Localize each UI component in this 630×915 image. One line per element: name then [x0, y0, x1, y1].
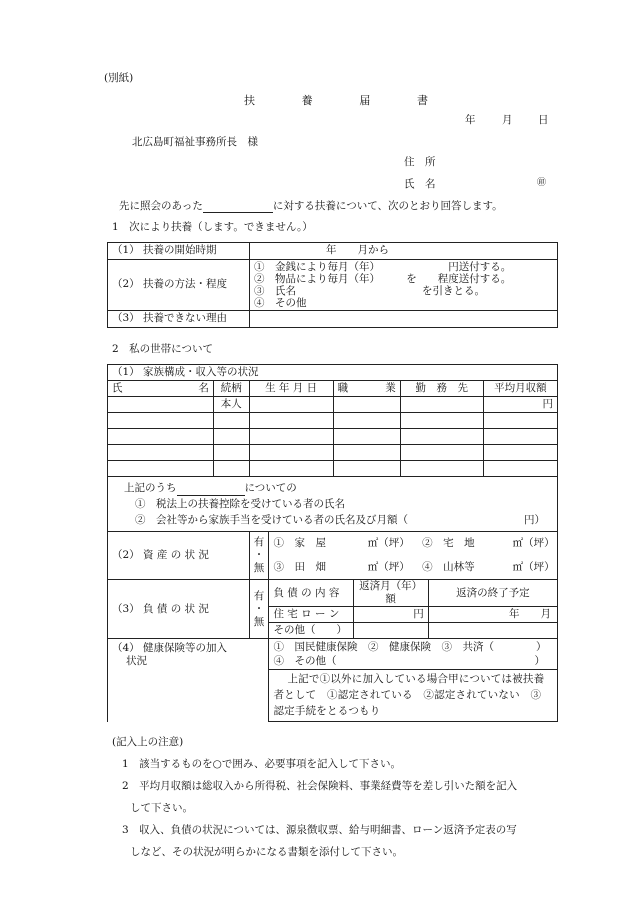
insurance-note	[269, 670, 558, 722]
occupation-cell[interactable]	[333, 397, 400, 413]
summary-item2-end: 円）	[524, 514, 545, 526]
occupation-cell[interactable]	[333, 429, 400, 445]
insurance-line1[interactable]: ① 国民健康保険 ② 健康保険 ③ 共済（ ）	[273, 641, 547, 654]
no-option[interactable]: 無	[253, 615, 265, 628]
section1-heading: 1 次により扶養（します。できません。）	[112, 221, 313, 233]
assets-row	[108, 532, 558, 556]
asset-land[interactable]: ② 宅 地	[422, 537, 475, 550]
asset-unit: ㎡（坪）	[512, 560, 555, 573]
summary-suffix: についての	[244, 482, 297, 494]
relation-cell[interactable]	[213, 445, 249, 461]
family-summary-row	[108, 477, 558, 532]
debts-label: （3） 負 債 の 状 況	[108, 580, 250, 639]
family-summary	[108, 477, 558, 532]
note-item: 2 平均月収額は総収入から所得税、社会保険料、事業経費等を差し引いた額を記入	[122, 780, 518, 792]
insurance-options	[269, 639, 558, 670]
support-table	[107, 242, 558, 328]
household-table	[107, 364, 558, 722]
workplace-cell[interactable]	[400, 429, 483, 445]
birthdate-cell[interactable]	[249, 445, 333, 461]
col-income: 平均月収額	[483, 381, 557, 397]
note-item: 1 該当するものを○で囲み、必要事項を記入して下さい。	[122, 758, 401, 770]
date-year: 年	[465, 114, 476, 126]
insurance-row	[108, 639, 558, 670]
intro-text	[119, 200, 503, 213]
debt-end[interactable]: 年 月	[428, 607, 557, 623]
address-label: 住 所	[404, 156, 436, 168]
method-option[interactable]: ① 金銭により毎月（年） 円送付する。	[254, 261, 512, 273]
table-row	[108, 243, 558, 260]
name-cell[interactable]	[108, 461, 214, 477]
relation-cell: 本人	[213, 397, 249, 413]
insurance-line2	[273, 654, 553, 668]
table-row	[108, 413, 558, 429]
income-cell[interactable]	[483, 429, 557, 445]
summary-line	[124, 480, 553, 496]
yes-option[interactable]: 有	[253, 536, 265, 548]
insurance-note-line: 認定手続をとるつもり	[273, 705, 381, 718]
relation-cell[interactable]	[213, 429, 249, 445]
debt-header-content: 負 債 の 内 容	[269, 580, 353, 607]
summary-prefix: 上記のうち	[124, 482, 177, 494]
asset-unit: ㎡（坪）	[512, 537, 555, 550]
table-row	[108, 397, 558, 413]
title-char: 届	[359, 94, 371, 107]
assets-line2	[269, 556, 558, 580]
method-option[interactable]: ③ 氏名 を引きとる。	[254, 285, 485, 297]
no-option[interactable]: 無	[253, 562, 265, 574]
attachment-label: (別紙)	[104, 72, 134, 84]
debt-housing-loan: 住 宅 ロ ー ン	[269, 607, 353, 623]
table-row	[108, 311, 558, 328]
assets-yesno[interactable]	[249, 532, 269, 580]
start-value[interactable]: 年 月から	[250, 243, 558, 260]
yes-option[interactable]: 有	[253, 589, 265, 602]
table-row	[108, 445, 558, 461]
name-cell[interactable]	[108, 445, 214, 461]
income-cell[interactable]: 円	[483, 397, 557, 413]
addressee: 北広島町福祉事務所長 様	[132, 136, 258, 148]
assets-label: （2） 資 産 の 状 況	[108, 532, 250, 580]
notes	[112, 731, 517, 863]
seal-mark: ㊞	[537, 178, 547, 188]
col-name	[108, 381, 214, 397]
occupation-cell[interactable]	[333, 413, 400, 429]
income-cell[interactable]	[483, 445, 557, 461]
debts-row	[108, 580, 558, 607]
name-cell[interactable]	[108, 397, 214, 413]
col-occupation-1: 職	[337, 381, 349, 394]
method-options	[250, 260, 558, 311]
debt-header-amount: 返済月（年）額	[353, 580, 428, 607]
date-day: 日	[538, 114, 549, 126]
col-occupation-2: 業	[385, 381, 396, 394]
insurance-note-line: 上記で①以外に加入している場合甲については被扶養	[287, 673, 545, 686]
name-cell[interactable]	[108, 413, 214, 429]
method-option[interactable]: ④ その他	[254, 297, 307, 309]
note-item: して下さい。	[130, 802, 193, 814]
workplace-cell[interactable]	[400, 461, 483, 477]
debt-other[interactable]: その他（ ）	[269, 623, 353, 639]
note-item: 3 収入、負債の状況については、源泉徴収票、給与明細書、ローン返済予定表の写	[122, 824, 517, 836]
table-row	[108, 260, 558, 311]
col-birthdate: 生 年 月 日	[249, 381, 333, 397]
method-option[interactable]: ② 物品により毎月（年） を 程度送付する。	[254, 273, 512, 285]
note-item: しなど、その状況が明らかになる書類を添付して下さい。	[130, 846, 403, 858]
birthdate-cell[interactable]	[249, 397, 333, 413]
asset-unit: ㎡（坪）	[367, 537, 410, 550]
assets-line1	[269, 532, 558, 556]
section2-heading: 2 私の世帯について	[112, 343, 213, 355]
intro-blank[interactable]	[203, 200, 273, 213]
date-month: 月	[502, 114, 513, 126]
asset-unit: ㎡（坪）	[367, 560, 410, 573]
notes-heading: (記入上の注意)	[112, 736, 184, 748]
debt-header-end: 返済の終了予定	[428, 580, 557, 607]
page-title	[244, 94, 428, 108]
asset-field[interactable]: ③ 田 畑	[273, 560, 326, 573]
occupation-cell[interactable]	[333, 445, 400, 461]
name-label: 氏 名	[404, 178, 436, 190]
workplace-cell[interactable]	[400, 445, 483, 461]
col-relation: 続柄	[213, 381, 249, 397]
intro-before: 先に照会のあった	[119, 200, 203, 212]
income-cell[interactable]	[483, 461, 557, 477]
debts-yesno[interactable]	[249, 580, 269, 639]
col-workplace: 勤 務 先	[400, 381, 483, 397]
insurance-label-1: （4） 健康保険等の加入	[112, 642, 228, 655]
birthdate-cell[interactable]	[249, 461, 333, 477]
col-name-2: 名	[198, 381, 209, 394]
insurance-other-end: ）	[534, 655, 545, 668]
workplace-cell[interactable]	[400, 413, 483, 429]
table-row	[108, 365, 558, 381]
summary-item1: ① 税法上の扶養控除を受けている者の氏名	[135, 498, 345, 510]
birthdate-cell[interactable]	[249, 429, 333, 445]
insurance-label-2: 状況	[126, 655, 147, 668]
workplace-cell[interactable]	[400, 397, 483, 413]
insurance-note-line: 者として ①認定されている ②認定されていない ③	[273, 689, 542, 702]
debt-end[interactable]	[428, 623, 557, 639]
title-char: 養	[301, 94, 313, 107]
debt-amount[interactable]: 円	[353, 607, 428, 623]
family-heading: （1） 家族構成・収入等の状況	[108, 365, 558, 381]
col-name-1: 氏	[112, 381, 123, 394]
asset-forest[interactable]: ④ 山林等	[422, 560, 475, 573]
table-row	[108, 461, 558, 477]
start-label: （1） 扶養の開始時期	[108, 243, 250, 260]
table-row	[108, 429, 558, 445]
income-cell[interactable]	[483, 413, 557, 429]
asset-house[interactable]: ① 家 屋	[273, 537, 326, 550]
col-occupation	[333, 381, 400, 397]
summary-item2: ② 会社等から家族手当を受けている者の氏名及び月額（	[135, 514, 408, 526]
occupation-cell[interactable]	[333, 461, 400, 477]
birthdate-cell[interactable]	[249, 413, 333, 429]
insurance-label	[108, 639, 269, 722]
relation-cell[interactable]	[213, 461, 249, 477]
dot: ・	[253, 549, 265, 561]
title-char: 書	[416, 94, 428, 107]
summary-item2-line	[124, 512, 553, 528]
title-char: 扶	[244, 94, 255, 107]
reason-label: （3） 扶養できない理由	[108, 311, 250, 328]
insurance-other[interactable]: ④ その他（	[273, 655, 337, 668]
summary-blank[interactable]	[177, 483, 245, 496]
dot: ・	[253, 602, 265, 615]
method-label: （2） 扶養の方法・程度	[108, 260, 250, 311]
relation-cell[interactable]	[213, 413, 249, 429]
family-header-row	[108, 381, 558, 397]
debt-amount[interactable]	[353, 623, 428, 639]
name-cell[interactable]	[108, 429, 214, 445]
reason-value[interactable]	[250, 311, 558, 328]
intro-after: に対する扶養について、次のとおり回答します。	[272, 200, 503, 212]
